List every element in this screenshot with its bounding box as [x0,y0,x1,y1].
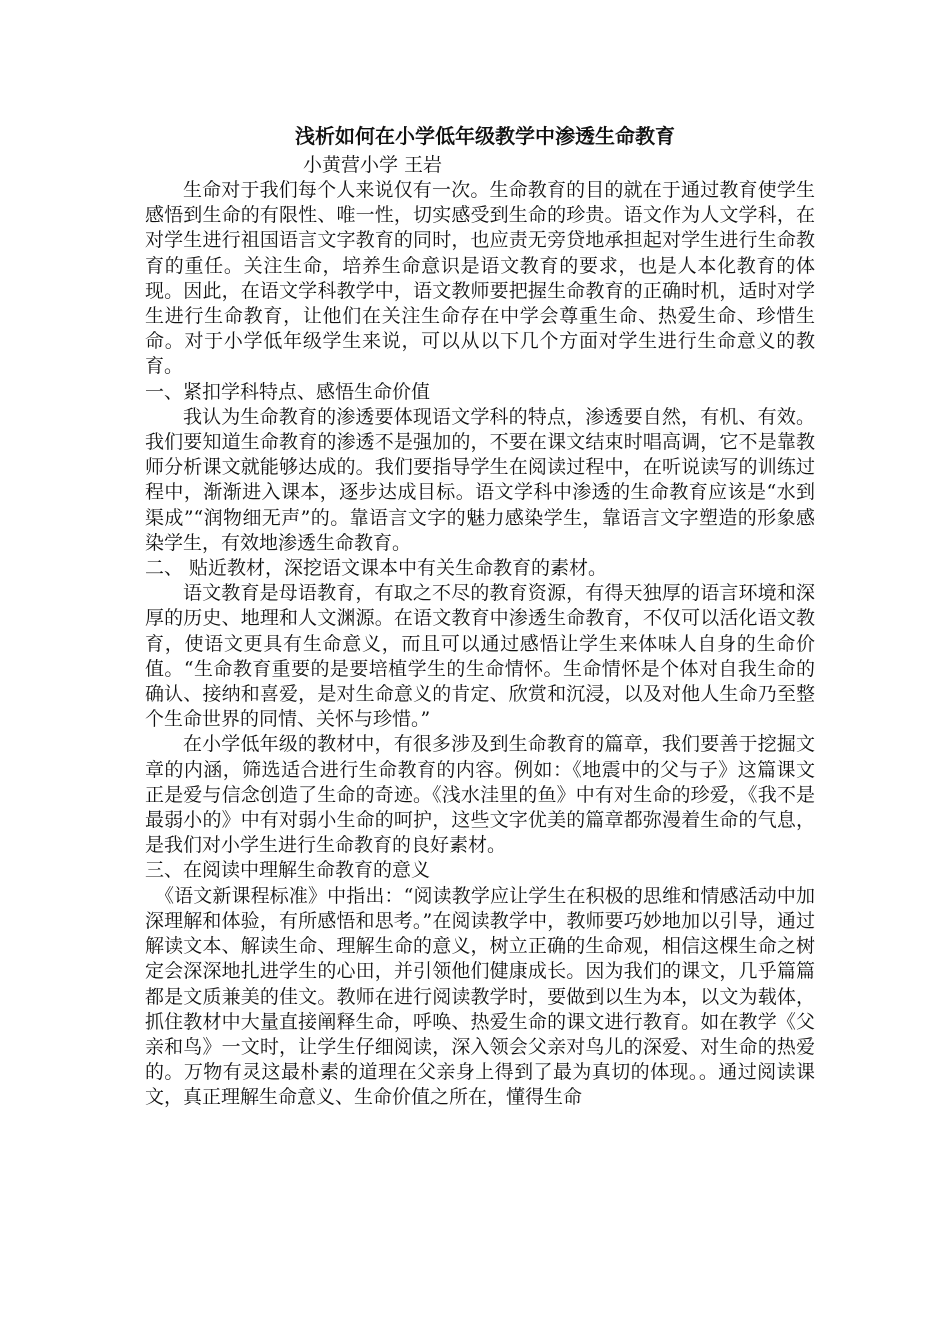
section2-paragraph-2: 在小学低年级的教材中，有很多涉及到生命教育的篇章，我们要善于挖掘文章的内涵，筛选适合进行生命教育的内容。例如：《地震中的父与子》这篇课文正是爱与信念创造了生命的奇迹。《浅水洼里的鱼》中有对生命的珍爱，《我不是最弱小的》中有对弱小生命的呵护，这些文字优美的篇章都弥漫着生命的气息，是我们对小学生进行生命教育的良好素材。 [145,733,815,857]
document-title: 浅析如何在小学低年级教学中渗透生命教育 [295,124,675,148]
author-line: 小黄营小学 王岩 [303,154,443,176]
section2-paragraph-1: 语文教育是母语教育，有取之不尽的教育资源，有得天独厚的语言环境和深厚的历史、地理和人文渊源。在语文教育中渗透生命教育，不仅可以活化语文教育，使语文更具有生命意义，而且可以通过感悟让学生来体味人自身的生命价值。“生命教育重要的是要培植学生的生命情怀。生命情怀是个体对自我生命的确认、接纳和喜爱，是对生命意义的肯定、欣赏和沉浸，以及对他人生命乃至整个生命世界的同情、关怀与珍惜。” [145,582,815,731]
section1-paragraph: 我认为生命教育的渗透要体现语文学科的特点，渗透要自然，有机、有效。我们要知道生命教育的渗透不是强加的，不要在课文结束时唱高调，它不是靠教师分析课文就能够达成的。我们要指导学生在阅读过程中，在听说读写的训练过程中，渐渐进入课本，逐步达成目标。语文学科中渗透的生命教育应该是“水到渠成”“润物细无声”的。靠语言文字的魅力感染学生，靠语言文字塑造的形象感染学生，有效地渗透生命教育。 [145,405,815,554]
document-page [145,120,815,1111]
section-heading-1: 一、紧扣学科特点、感悟生命价值 [145,380,431,403]
section-heading-3: 三、在阅读中理解生命教育的意义 [145,859,431,882]
intro-paragraph: 生命对于我们每个人来说仅有一次。生命教育的目的就在于通过教育使学生感悟到生命的有限性、唯一性，切实感受到生命的珍贵。语文作为人文学科，在对学生进行祖国语言文字教育的同时，也应责无旁贷地承担起对学生进行生命教育的重任。关注生命，培养生命意识是语文教育的要求，也是人本化教育的体现。因此，在语文学科教学中，语文教师要把握生命教育的正确时机，适时对学生进行生命教育，让他们在关注生命存在中学会尊重生命、热爱生命、珍惜生命。对于小学低年级学生来说，可以从以下几个方面对学生进行生命意义的教育。 [145,179,815,378]
section3-paragraph: 《语文新课程标准》中指出：“阅读教学应让学生在积极的思维和情感活动中加深理解和体验，有所感悟和思考。”在阅读教学中，教师要巧妙地加以引导，通过解读文本、解读生命、理解生命的意义，树立正确的生命观，相信这棵生命之树定会深深地扎进学生的心田，并引领他们健康成长。因为我们的课文，几乎篇篇都是文质兼美的佳文。教师在进行阅读教学时，要做到以生为本，以文为载体，抓住教材中大量直接阐释生命，呼唤、热爱生命的课文进行教育。如在教学《父亲和鸟》一文时，让学生仔细阅读，深入领会父亲对鸟儿的深爱、对生命的热爱的。万物有灵这最朴素的道理在父亲身上得到了最为真切的体现。。通过阅读课文，真正理解生命意义、生命价值之所在，懂得生命 [145,884,815,1109]
section-heading-2: 二、 贴近教材，深挖语文课本中有关生命教育的素材。 [145,557,608,580]
